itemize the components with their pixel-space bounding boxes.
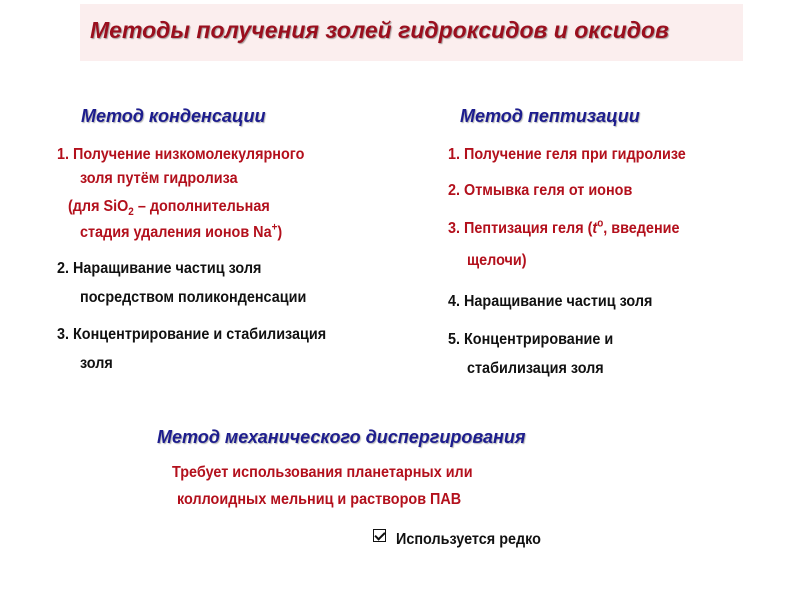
page-title: Методы получения золей гидроксидов и оксидов — [90, 17, 669, 43]
condensation-item-3-line-1: 3. Концентрирование и стабилизация — [57, 326, 327, 343]
condensation-item-1-line-4: стадия удаления ионов Na+) — [80, 221, 283, 241]
mechanical-note: Используется редко — [396, 531, 541, 548]
peptization-item-5-line-2: стабилизация золя — [467, 360, 604, 377]
condensation-heading: Метод конденсации — [81, 106, 266, 126]
peptization-item-3-line-2: щелочи) — [467, 252, 527, 269]
condensation-item-1-line-2: золя путём гидролиза — [80, 170, 238, 187]
condensation-item-3-line-2: золя — [80, 355, 113, 372]
condensation-item-2-line-1: 2. Наращивание частиц золя — [57, 260, 262, 277]
checkbox-icon — [373, 529, 386, 542]
peptization-item-3-line-1: 3. Пептизация геля ($t^o$, введение — [448, 217, 680, 237]
condensation-item-1-line-3: (для SiO$_2$ – дополнительная — [68, 198, 270, 219]
mechanical-line-1: Требует использования планетарных или — [172, 464, 473, 481]
mechanical-line-2: коллоидных мельниц и растворов ПАВ — [177, 491, 462, 508]
peptization-item-5-line-1: 5. Концентрирование и — [448, 331, 614, 348]
condensation-item-2-line-2: посредством поликонденсации — [80, 289, 307, 306]
mechanical-heading: Метод механического диспергирования — [157, 427, 526, 447]
peptization-heading: Метод пептизации — [460, 106, 640, 126]
peptization-item-1: 1. Получение геля при гидролизе — [448, 146, 686, 163]
peptization-item-2: 2. Отмывка геля от ионов — [448, 182, 633, 199]
peptization-item-4: 4. Наращивание частиц золя — [448, 293, 653, 310]
condensation-item-1-line-1: 1. Получение низкомолекулярного — [57, 146, 305, 163]
